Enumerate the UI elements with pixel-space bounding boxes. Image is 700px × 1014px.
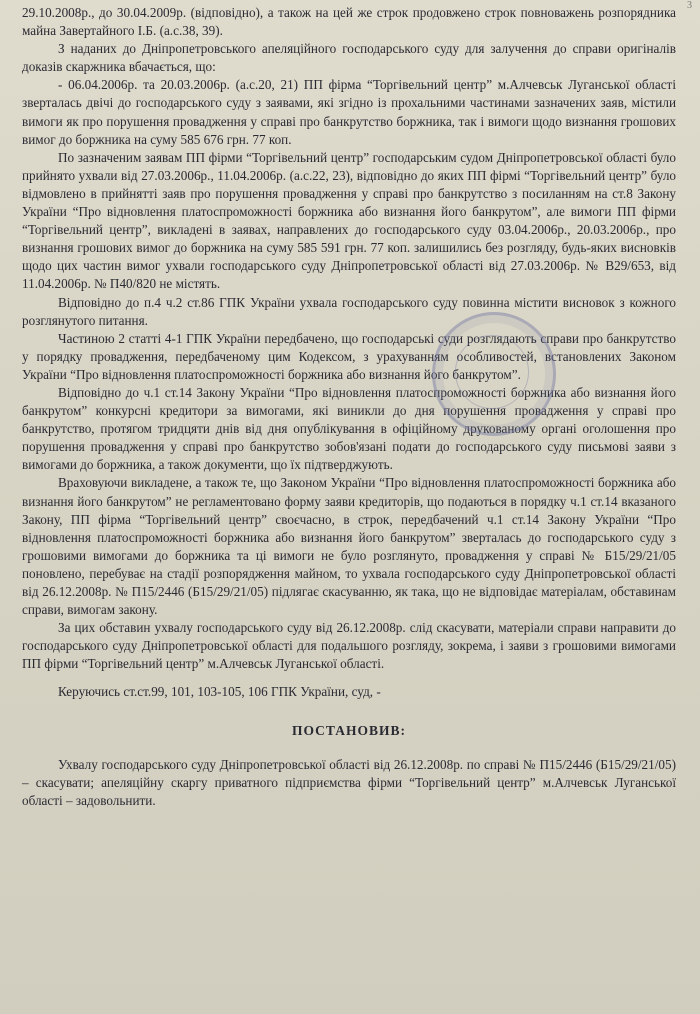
paragraph-8: Враховуючи викладене, а також те, що Законом України “Про відновлення платоспроможності боржника або визнання його банкрутом” не регламентовано форму заяви кредиторів, що подаються в порядку ч.1 ст.14 вказаного Закону, ПП фірма “Торгівельний центр” своєчасно, в строк, передбачений ч.1 ст.14 Закону України “Про відновлення платоспроможності боржника або визнання його банкрутом” зверталась до господарського суду з грошовими вимогами до боржника та ці вимоги не було розглянуто, провадження у справі № Б15/29/21/05 поновлено, перебуває на стадії розпорядження майном, то ухвала господарського суду Дніпропетровської області від 26.12.2008р. № П15/2446 (Б15/29/21/05) підлягає скасуванню, як така, що не відповідає матеріалам, обставинам справи, вимогам закону. [22,475,676,618]
paragraph-10: Керуючись ст.ст.99, 101, 103-105, 106 ГПК України, суд, - [58,684,381,700]
paragraph-2: З наданих до Дніпропетровського апеляційного господарського суду для залучення до справи оригіналів доказів скаржника вбачається, що: [22,41,676,75]
resolution-heading: ПОСТАНОВИВ: [291,722,406,738]
resolution-text: Ухвалу господарського суду Дніпропетровської області від 26.12.2008р. по справі № П15/2446 (Б15/29/21/05) – скасувати; апеляційну скаргу приватного підприємства фірми “Торгівельний центр” м.Алчевськ Луганської області – задовольнити. [22,756,676,808]
paragraph-6: Частиною 2 статті 4-1 ГПК України передбачено, що господарські суди розглядають справи про банкрутство у порядку провадження, передбаченому цим Кодексом, з урахуванням особливостей, встановлених Законом України “Про відновлення платоспроможності боржника або визнання його банкрутом”. [22,330,676,382]
paragraph-4: По зазначеним заявам ПП фірми “Торгівельний центр” господарським судом Дніпропетровської області було прийнято ухвали від 27.03.2006р., 11.04.2006р. (а.с.22, 23), відповідно до яких ПП фірмі “Торгівельний центр” було відмовлено в прийнятті заяв про порушення провадження у справі про банкрутство з посиланням на ст.8 Закону України “Про відновлення платоспроможності боржника або визнання його банкрутом”, але вимоги ПП фірми “Торгівельний центр”, викладені в заявах, направлених до господарського суду 03.04.2006р., 20.03.2006р., про визнання грошових вимог до боржника на суму 585 591 грн. 77 коп. залишились без розгляду, будь-яких висновків щодо цих частин вимог ухвали господарського суду Дніпропетровської області від 27.03.2006р. № В29/653, від 11.04.2006р. № П40/820 не містять. [22,149,676,292]
paragraph-7: Відповідно до ч.1 ст.14 Закону України “Про відновлення платоспроможності боржника або визнання його банкрутом” конкурсні кредитори за вимогами, які виникли до дня порушення провадження у справі про банкрутство, протягом тридцяти днів від дня опублікування в офіційному друкованому органі оголошення про порушення провадження у справі про банкрутство зобов'язані подати до господарського суду письмові заяви з вимогами до боржника, а також документи, що їх підтверджують. [22,384,676,473]
paragraph-1: 29.10.2008р., до 30.04.2009р. (відповідно), а також на цей же строк продовжено строк повноважень розпорядника майна Завертайного І.Б. (а.с.38, 39). [22,5,676,39]
paragraph-5: Відповідно до п.4 ч.2 ст.86 ГПК України ухвала господарського суду повинна містити висновок з кожного розглянутого питання. [22,294,676,328]
page-number: 3 [687,0,692,11]
paragraph-3: - 06.04.2006р. та 20.03.2006р. (а.с.20, 21) ПП фірма “Торгівельний центр” м.Алчевськ Луганської області зверталась двічі до господарського суду з заявами, які згідно із прохальними частинами зазначених заяв, містили вимоги як про порушення провадження у справі про банкрутство боржника, так і вимоги щодо визнання грошових вимог до боржника на суму 585 676 грн. 77 коп. [22,77,676,147]
paragraph-9: За цих обставин ухвалу господарського суду від 26.12.2008р. слід скасувати, матеріали справи направити до господарського суду Дніпропетровської області для подальшого розгляду, зокрема, і заяви з грошовими вимогами ПП фірми “Торгівельний центр” м.Алчевськ Луганської області. [22,620,676,672]
